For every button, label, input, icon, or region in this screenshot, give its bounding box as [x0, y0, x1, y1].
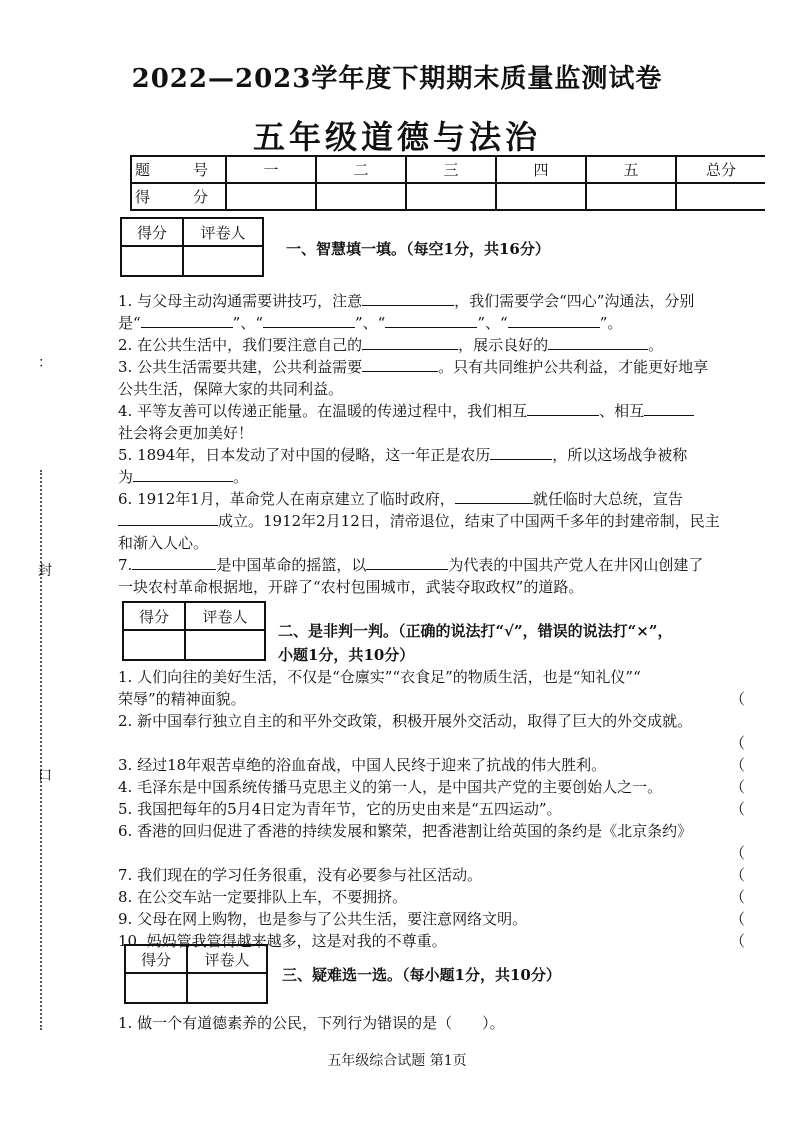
grader-name-label: 评卷人 — [187, 945, 267, 973]
binding-line — [40, 470, 42, 1030]
question-6-line2: 成立。1912年2月12日，清帝退位，结束了中国两千多年的封建帝制，民主 — [118, 510, 720, 531]
grader-box-section3 — [124, 944, 268, 1004]
grader-score-cell — [121, 246, 183, 276]
score-cell-total — [676, 183, 765, 210]
judge-item-2: 2. 新中国奉行独立自主的和平外交政策，积极开展外交活动，取得了巨大的外交成就。 — [118, 712, 693, 730]
question-5-line2: 为 。 — [118, 468, 249, 486]
answer-paren[interactable]: （ — [730, 888, 746, 906]
answer-blank[interactable] — [385, 313, 477, 328]
answer-blank[interactable] — [366, 555, 448, 570]
score-cell-4 — [496, 183, 586, 210]
section2-heading-line2: 小题1分，共10分） — [278, 646, 415, 664]
answer-blank[interactable] — [118, 511, 218, 526]
answer-blank[interactable] — [133, 467, 233, 482]
grader-name-label: 评卷人 — [183, 218, 263, 246]
score-cell-5 — [586, 183, 676, 210]
answer-paren[interactable]: （ — [730, 910, 746, 928]
question-4-line2: 社会将会更加美好！ — [118, 424, 254, 442]
answer-blank[interactable] — [141, 313, 233, 328]
answer-paren[interactable]: （ — [730, 866, 746, 884]
score-table-score-label: 得 分 — [131, 183, 226, 210]
answer-paren[interactable]: （ — [730, 756, 746, 774]
answer-paren[interactable]: （ — [730, 734, 746, 752]
answer-paren[interactable]: （ — [730, 800, 746, 818]
question-1-line1: 1. 与父母主动沟通需要讲技巧，注意 ，我们需要学会“四心”沟通法，分别 — [118, 292, 695, 310]
answer-paren[interactable]: （ — [730, 778, 746, 796]
section3-heading: 三、疑难选一选。（每小题1分，共10分） — [282, 966, 561, 984]
answer-blank[interactable] — [508, 313, 600, 328]
question-7-line1: 7. 是中国革命的摇篮，以 为代表的中国共产党人在井冈山创建了 — [118, 556, 704, 574]
grader-box-section1 — [120, 217, 264, 277]
question-3-line1: 3. 公共生活需要共建，公共利益需要 。只有共同维护公共利益，才能更好地享 — [118, 358, 709, 376]
score-table — [130, 155, 765, 211]
answer-blank[interactable] — [263, 313, 355, 328]
question-2: 2. 在公共生活中，我们要注意自己的 ，展示良好的 。 — [118, 336, 664, 354]
subject-title: 五年级道德与法治 — [252, 118, 541, 156]
section1-heading: 一、智慧填一填。（每空1分，共16分） — [286, 240, 550, 258]
judge-item-6: 6. 香港的回归促进了香港的持续发展和繁荣，把香港割让给英国的条约是《北京条约》 — [118, 822, 693, 840]
margin-mark: ： — [38, 355, 52, 371]
score-cell-1 — [226, 183, 316, 210]
section2-heading-line1: 二、是非判一判。（正确的说法打“√”，错误的说法打“×”， — [278, 622, 673, 640]
answer-blank[interactable] — [455, 489, 533, 504]
question-6-line1: 6. 1912年1月，革命党人在南京建立了临时政府， 就任临时大总统，宣告 — [118, 490, 683, 508]
grader-name-label: 评卷人 — [185, 602, 265, 630]
margin-mark: 封 — [38, 563, 52, 579]
answer-blank[interactable] — [527, 401, 599, 416]
score-col-4: 四 — [496, 156, 586, 183]
score-cell-2 — [316, 183, 406, 210]
score-col-3: 三 — [406, 156, 496, 183]
answer-blank[interactable] — [362, 357, 438, 372]
answer-blank[interactable] — [362, 291, 454, 306]
answer-blank[interactable] — [644, 401, 694, 416]
judge-item-4: 4. 毛泽东是中国系统传播马克思主义的第一人，是中国共产党的主要创始人之一。 — [118, 778, 663, 796]
answer-paren[interactable]: （ — [730, 844, 746, 862]
answer-blank[interactable] — [548, 335, 648, 350]
judge-item-5: 5. 我国把每年的5月4日定为青年节，它的历史由来是“五四运动”。 — [118, 800, 562, 818]
judge-item-8: 8. 在公交车站一定要排队上车，不要拥挤。 — [118, 888, 408, 906]
answer-blank[interactable] — [490, 445, 552, 460]
score-col-1: 一 — [226, 156, 316, 183]
grader-name-cell — [183, 246, 263, 276]
grader-name-cell — [185, 630, 265, 660]
question-4-line1: 4. 平等友善可以传递正能量。在温暖的传递过程中，我们相互 、相互 — [118, 400, 694, 421]
judge-item-3: 3. 经过18年艰苦卓绝的浴血奋战，中国人民终于迎来了抗战的伟大胜利。 — [118, 756, 607, 774]
score-col-5: 五 — [586, 156, 676, 183]
score-col-total: 总分 — [676, 156, 765, 183]
judge-item-1-cont: 荣辱”的精神面貌。 — [118, 690, 246, 708]
answer-paren[interactable]: （ — [730, 690, 746, 708]
grader-score-cell — [125, 973, 187, 1003]
question-1-line2: 是“ ”、“ ”、“ ”、“ ”。 — [118, 314, 623, 332]
grader-score-label: 得分 — [125, 945, 187, 973]
judge-item-10: 10. 妈妈管我管得越来越多，这是对我的不尊重。 — [118, 932, 447, 950]
judge-item-1: 1. 人们向往的美好生活，不仅是“仓廪实”“衣食足”的物质生活，也是“知礼仪”“ — [118, 668, 641, 686]
score-col-2: 二 — [316, 156, 406, 183]
margin-mark: 口 — [38, 768, 52, 784]
answer-blank[interactable] — [132, 555, 216, 570]
question-6-line3: 和渐入人心。 — [118, 534, 209, 552]
answer-blank[interactable] — [362, 335, 458, 350]
choice-question-1: 1. 做一个有道德素养的公民，下列行为错误的是（ ）。 — [118, 1014, 505, 1032]
exam-title: 2022—2023学年度下期期末质量监测试卷 — [131, 64, 663, 94]
grader-box-section2 — [122, 601, 266, 661]
score-cell-3 — [406, 183, 496, 210]
question-5-line1: 5. 1894年，日本发动了对中国的侵略，这一年正是农历 ，所以这场战争被称 — [118, 446, 688, 464]
grader-name-cell — [187, 973, 267, 1003]
grader-score-label: 得分 — [121, 218, 183, 246]
answer-paren[interactable]: （ — [730, 932, 746, 950]
grader-score-cell — [123, 630, 185, 660]
judge-item-9: 9. 父母在网上购物，也是参与了公共生活，要注意网络文明。 — [118, 910, 528, 928]
judge-item-7: 7. 我们现在的学习任务很重，没有必要参与社区活动。 — [118, 866, 483, 884]
page-footer: 五年级综合试题 第1页 — [327, 1053, 467, 1069]
score-table-question-label: 题 号 — [131, 156, 226, 183]
question-7-line2: 一块农村革命根据地，开辟了“农村包围城市，武装夺取政权”的道路。 — [118, 578, 584, 596]
question-3-line2: 公共生活，保障大家的共同利益。 — [118, 380, 344, 398]
grader-score-label: 得分 — [123, 602, 185, 630]
